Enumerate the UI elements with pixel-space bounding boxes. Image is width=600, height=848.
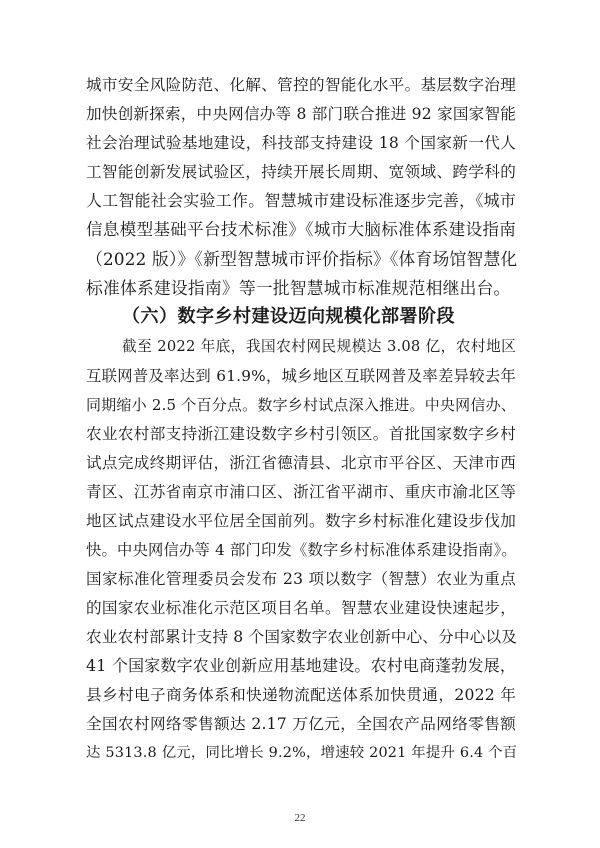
section-heading: （六）数字乡村建设迈向规模化部署阶段 (122, 306, 455, 327)
paragraph-2-line-3: 同期缩小 2.5 个百分点。数字乡村试点深入推进。中央网信办、 (86, 396, 516, 414)
page-number: 22 (294, 812, 306, 824)
paragraph-2-line-4: 农业农村部支持浙江建设数字乡村引领区。首批国家数字乡村 (86, 425, 516, 443)
paragraph-1-line-6: 信息模型基础平台技术标准》《城市大脑标准体系建设指南 (86, 220, 516, 239)
paragraph-2-line-2: 互联网普及率达到 61.9%，城乡地区互联网普及率差异较去年 (86, 367, 516, 385)
paragraph-2-line-1: 截至 2022 年底，我国农村网民规模达 3.08 亿，农村地区 (122, 338, 516, 355)
paragraph-1-line-4: 工智能创新发展试验区，持续开展长周期、宽领域、跨学科的 (86, 163, 516, 181)
paragraph-1-line-8: 标准体系建设指南》等一批智慧城市标准规范相继出台。 (86, 278, 511, 298)
paragraph-2-line-7: 地区试点建设水平位居全国前列。数字乡村标准化建设步伐加 (86, 512, 516, 530)
paragraph-2-line-12: 41 个国家数字农业创新应用基地建设。农村电商蓬勃发展， (86, 656, 516, 675)
paragraph-2-line-10: 的国家农业标准化示范区项目名单。智慧农业建设快速起步， (86, 599, 516, 617)
paragraph-2-line-6: 青区、江苏省南京市浦口区、浙江省平湖市、重庆市渝北区等 (86, 483, 516, 501)
paragraph-2-line-11: 农业农村部累计支持 8 个国家数字农业创新中心、分中心以及 (86, 628, 518, 646)
paragraph-2-line-14: 全国农村网络零售额达 2.17 万亿元，全国农产品网络零售额 (86, 715, 516, 733)
paragraph-1-line-5: 人工智能社会实验工作。智慧城市建设标准逐步完善，《城市 (86, 191, 516, 210)
paragraph-2-line-5: 试点完成终期评估，浙江省德清县、北京市平谷区、天津市西 (86, 454, 516, 472)
paragraph-1-line-1: 城市安全风险防范、化解、管控的智能化水平。基层数字治理 (86, 76, 516, 94)
paragraph-2-line-13: 县乡村电子商务体系和快递物流配送体系加快贯通，2022 年 (86, 686, 516, 704)
paragraph-2-line-9: 国家标准化管理委员会发布 23 项以数字（智慧）农业为重点 (86, 570, 516, 588)
paragraph-1-line-2: 加快创新探索，中央网信办等 8 部门联合推进 92 家国家智能 (86, 105, 517, 123)
paragraph-2-line-15: 达 5313.8 亿元，同比增长 9.2%，增速较 2021 年提升 6.4 个百 (86, 745, 518, 761)
paragraph-1-line-3: 社会治理试验基地建设，科技部支持建设 18 个国家新一代人 (86, 134, 516, 152)
paragraph-2-line-8: 快。中央网信办等 4 部门印发《数字乡村标准体系建设指南》。 (86, 541, 517, 559)
paragraph-1-line-7: （2022 版）》《新型智慧城市评价指标》《体育场馆智慧化 (86, 249, 518, 269)
